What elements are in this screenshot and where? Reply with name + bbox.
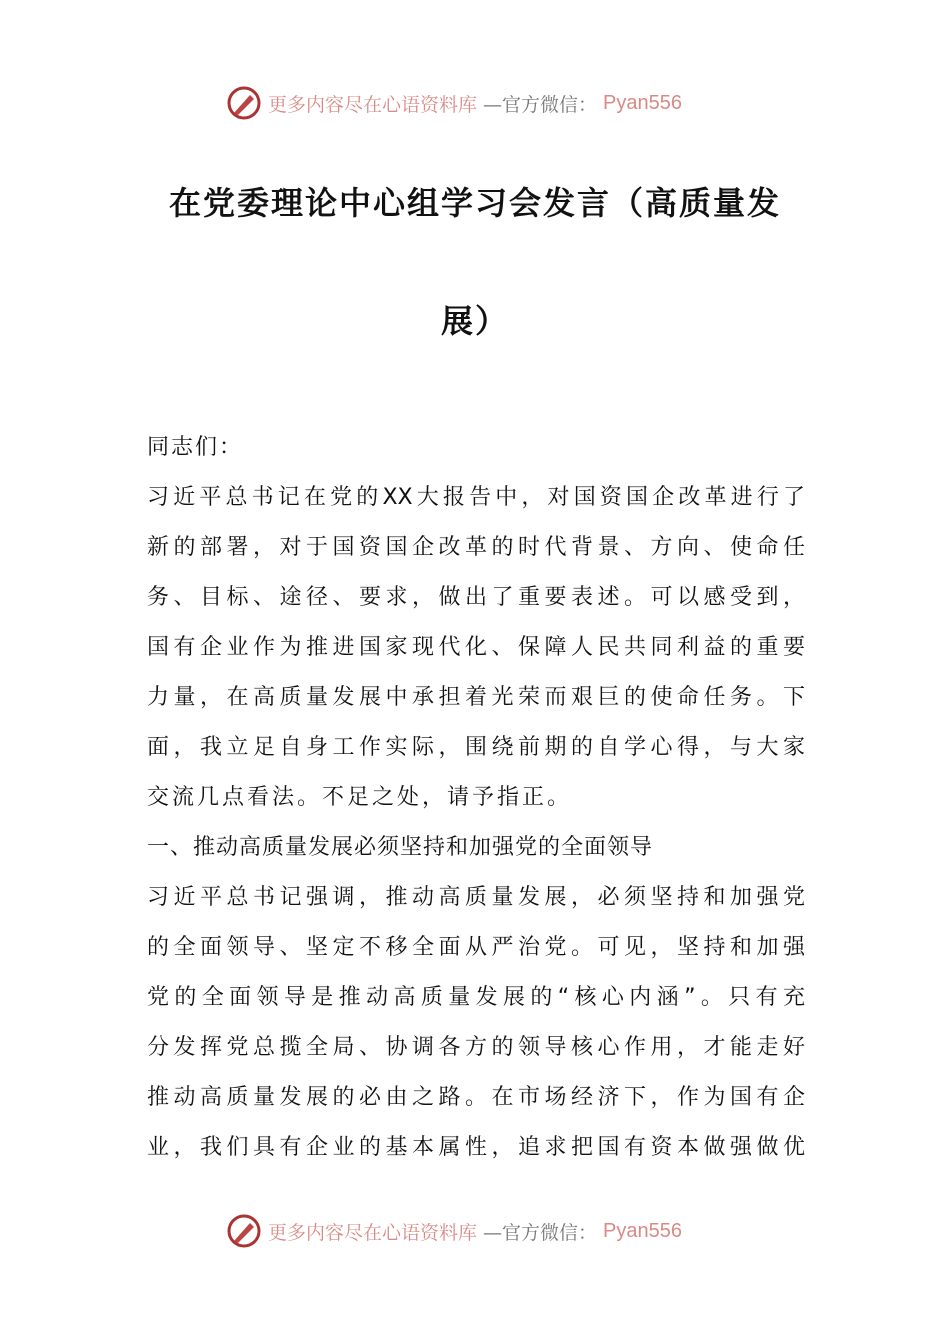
header-watermark <box>226 83 682 123</box>
watermark-wechat-id: Pyan556 <box>603 91 682 114</box>
body-line: 务、目标、途径、要求，做出了重要表述。可以感受到， <box>147 585 805 610</box>
watermark-text: 更多内容尽在心语资料库 <box>268 1221 478 1244</box>
pen-logo-icon <box>226 1213 262 1249</box>
section-heading: 一、推动高质量发展必须坚持和加强党的全面领导 <box>147 835 654 860</box>
body-line: 习近平总书记在党的XX大报告中，对国资国企改革进行了 <box>147 485 805 510</box>
body-line: 业，我们具有企业的基本属性，追求把国有资本做强做优 <box>147 1135 805 1160</box>
body-line: 推动高质量发展的必由之路。在市场经济下，作为国有企 <box>147 1085 805 1110</box>
body-line: 的全面领导、坚定不移全面从严治党。可见，坚持和加强 <box>147 935 805 960</box>
watermark-wechat-id: Pyan556 <box>603 1219 682 1242</box>
body-line: 面，我立足自身工作实际，围绕前期的自学心得，与大家 <box>147 735 805 760</box>
salutation: 同志们： <box>147 435 244 460</box>
document-title-line2: 展） <box>440 302 509 340</box>
body-line: 力量，在高质量发展中承担着光荣而艰巨的使命任务。下 <box>147 685 805 710</box>
body-line: 分发挥党总揽全局、协调各方的领导核心作用，才能走好 <box>147 1035 805 1060</box>
body-line: 国有企业作为推进国家现代化、保障人民共同利益的重要 <box>147 635 805 660</box>
pen-logo-icon <box>226 85 262 121</box>
body-line: 党的全面领导是推动高质量发展的“核心内涵”。只有充 <box>147 985 805 1010</box>
footer-watermark <box>226 1211 682 1251</box>
body-line: 习近平总书记强调，推动高质量发展，必须坚持和加强党 <box>147 885 805 910</box>
watermark-wechat-label: —官方微信： <box>483 93 598 116</box>
body-line: 新的部署，对于国资国企改革的时代背景、方向、使命任 <box>147 535 805 560</box>
body-line: 交流几点看法。不足之处，请予指正。 <box>147 785 573 810</box>
document-title-line1: 在党委理论中心组学习会发言（高质量发 <box>168 184 781 222</box>
watermark-wechat-label: —官方微信： <box>483 1221 598 1244</box>
watermark-text: 更多内容尽在心语资料库 <box>268 93 478 116</box>
